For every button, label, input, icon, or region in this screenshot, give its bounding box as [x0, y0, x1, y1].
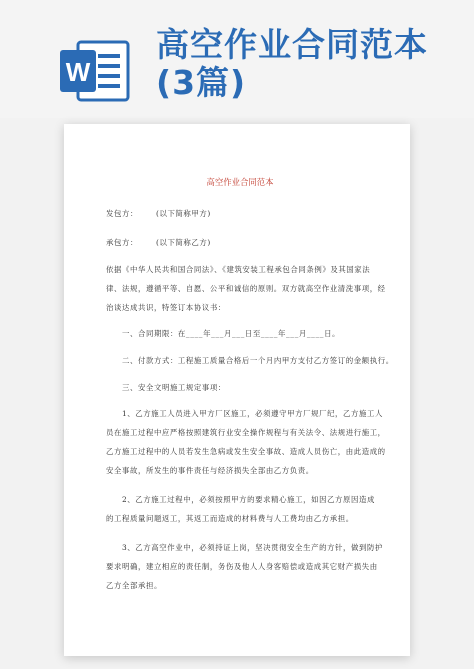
document-title: 高空作业合同范本	[206, 177, 274, 187]
item2-line: 的工程质量问题返工，其返工而造成的材料费与人工费均由乙方承担。	[106, 514, 354, 523]
page-title: 高空作业合同范本(3篇)	[156, 25, 428, 102]
page-header	[0, 0, 474, 118]
party-b-label: 承包方：	[106, 238, 138, 247]
clause-safety: 三、安全文明施工规定事项：	[122, 383, 226, 392]
item3-line: 要求明确，建立相应的责任制，务伤及他人人身客赔偿或造成其它财产损失由	[106, 562, 378, 571]
item3-line: 3、乙方高空作业中，必须持证上岗，坚决贯彻安全生产的方针，做到防护	[122, 543, 384, 552]
intro-line: 治谈达成共识，特签订本协议书：	[106, 303, 226, 312]
party-a-line	[106, 208, 211, 219]
item1-line: 员在施工过程中应严格按照建筑行业安全操作规程与有关法令、法规进行施工，	[106, 428, 386, 437]
intro-line: 依据《中华人民共和国合同法》、《建筑安装工程承包合同条例》及其国家法	[106, 265, 371, 274]
party-b-line	[106, 237, 211, 248]
clause-payment: 二、付款方式：工程施工质量合格后一个月内甲方支付乙方签订的金额执行。	[122, 356, 394, 365]
word-icon-letter: W	[65, 57, 91, 87]
item3-line: 乙方全部承担。	[106, 581, 162, 590]
party-a-label: 发包方：	[106, 209, 138, 218]
item2-line: 2、乙方施工过程中，必须按照甲方的要求精心施工，如因乙方原因造成	[122, 495, 376, 504]
word-document-icon	[58, 38, 132, 104]
clause-term: 一、合同期限：在____年___月___日至____年___月____日。	[122, 329, 341, 338]
item1-line: 乙方施工过程中的人员若发生急病或发生安全事故、造成人员伤亡，由此造成的	[106, 447, 386, 456]
intro-line: 律、法规，遵循平等、自愿、公平和诚信的原则。双方就高空作业清洗事项，经	[106, 284, 386, 293]
item1-line: 安全事故，所发生的事件责任与经济损失全部由乙方负责。	[106, 466, 314, 475]
document-page	[64, 124, 410, 656]
party-a-value: (以下简称甲方)	[155, 209, 211, 218]
item1-line: 1、乙方施工人员进入甲方厂区施工，必须遵守甲方厂规厂纪，乙方施工人	[122, 409, 384, 418]
party-b-value: (以下简称乙方)	[155, 238, 211, 247]
